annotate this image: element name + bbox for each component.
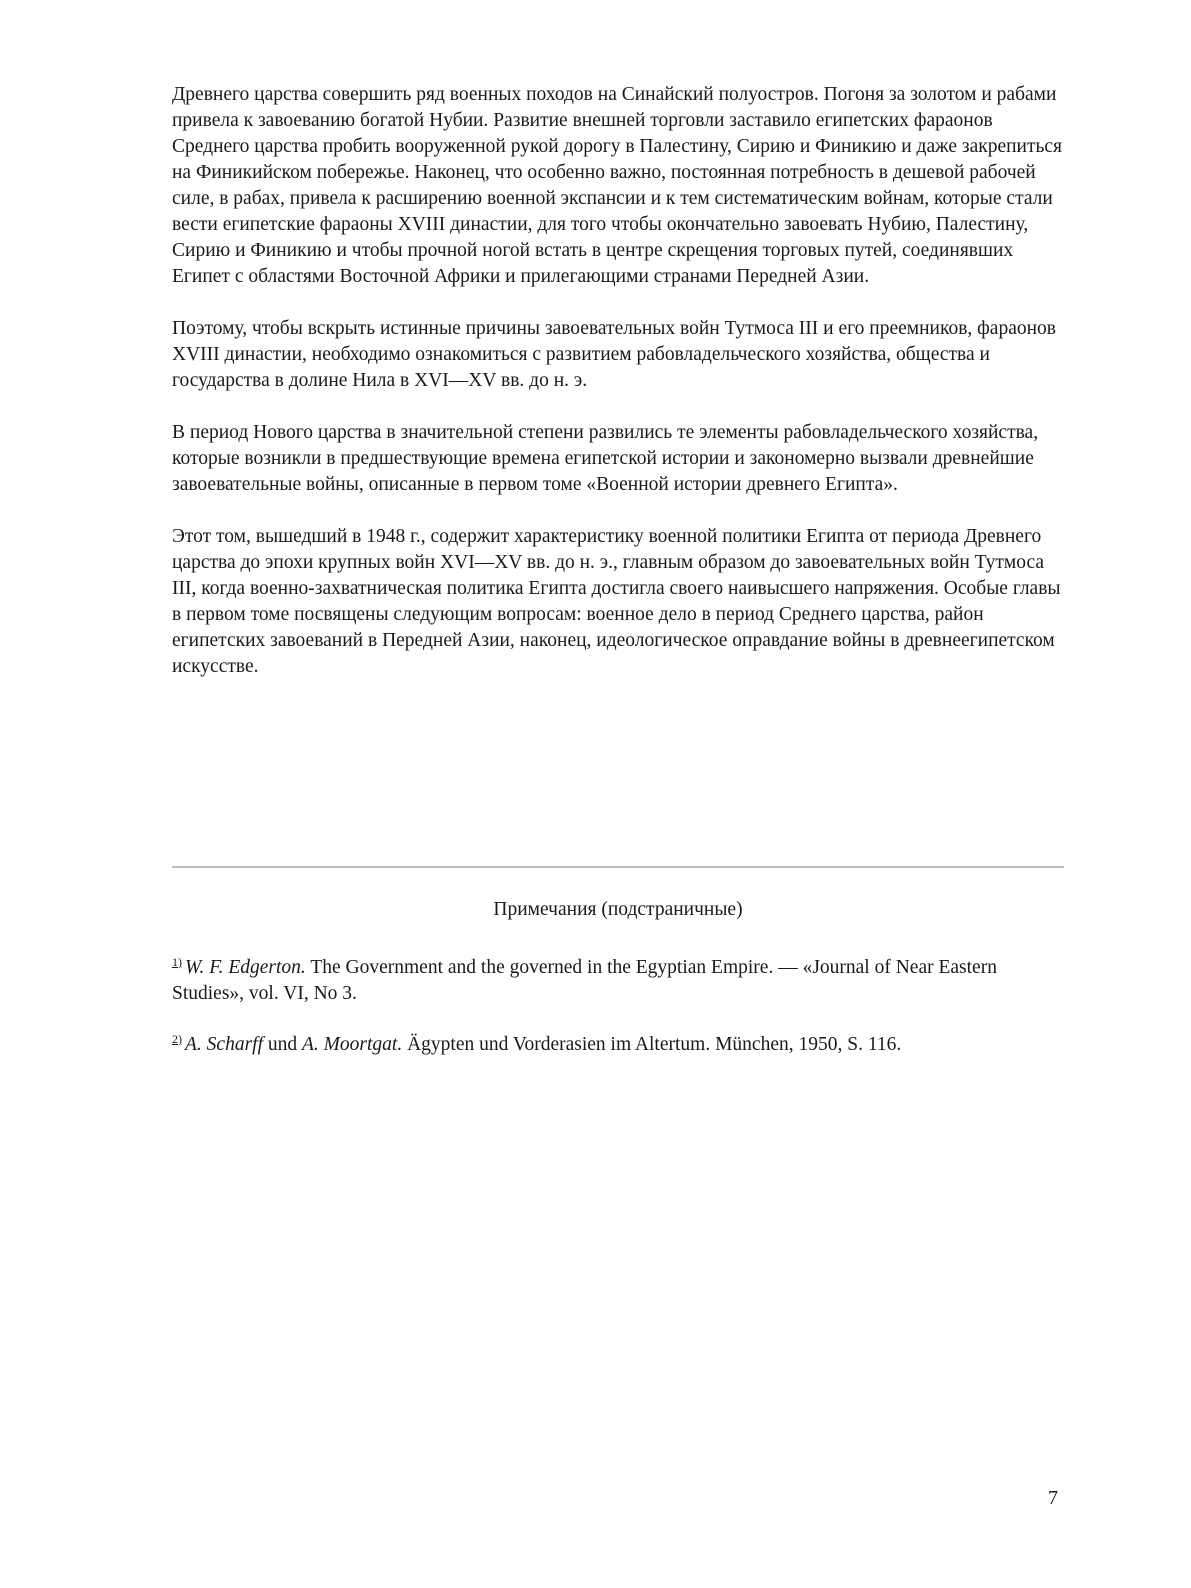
- paragraph: В период Нового царства в значительной степени развились те элементы рабовладельческого хозяйства, которые возникли в предшествующие времена египетской истории и закономерно вызвали древнейшие завоевательные войны, описанные в первом томе «Военной истории древнего Египта».: [172, 422, 1039, 495]
- paragraph: Поэтому, чтобы вскрыть истинные причины завоевательных войн Тутмоса III и его преемников, фараонов XVIII династии, необходимо ознакомиться с развитием рабовладельческого хозяйства, общества и государства в долине Нила в XVI—XV вв. до н. э.: [172, 318, 1056, 391]
- footnote-joiner: und: [263, 1034, 302, 1055]
- footnote-text: Ägypten und Vorderasien im Altertum. München, 1950, S. 116.: [402, 1034, 902, 1055]
- paragraph: Древнего царства совершить ряд военных походов на Синайский полуостров. Погоня за золотом и рабами привела к завоеванию богатой Нубии. Развитие внешней торговли заставило египетских фараонов Среднего царства пробить вооруженной рукой дорогу в Палестину, Сирию и Финикию и даже закрепиться на Финикийском побережье. Наконец, что особенно важно, постоянная потребность в дешевой рабочей силе, в рабах, привела к расширению военной экспансии и к тем систематическим войнам, которые стали вести египетские фараоны XVIII династии, для того чтобы окончательно завоевать Нубию, Палестину, Сирию и Финикию и чтобы прочной ногой встать в центре скрещения торговых путей, соединявших Египет с областями Восточной Африки и прилегающими странами Передней Азии.: [172, 84, 1063, 287]
- footnote-1: [172, 955, 1064, 1007]
- footnote-author: A. Moortgat.: [302, 1034, 403, 1055]
- body-text: [172, 82, 1072, 706]
- footnote-author: A. Scharff: [185, 1034, 263, 1055]
- footnote-divider: [172, 866, 1064, 868]
- paragraph: Этот том, вышедший в 1948 г., содержит характеристику военной политики Египта от периода Древнего царства до эпохи крупных войн XVI—XV вв. до н. э., главным образом до завоевательных войн Тутмоса III, когда военно-захватническая политика Египта достигла своего наивысшего напряжения. Особые главы в первом томе посвящены следующим вопросам: военное дело в период Среднего царства, район египетских завоеваний в Передней Азии, наконец, идеологическое оправдание войны в древнеегипетском искусстве.: [172, 526, 1061, 677]
- footnote-marker-link[interactable]: 2): [172, 1031, 182, 1046]
- footnote-author: W. F. Edgerton.: [185, 957, 306, 978]
- notes-heading: Примечания (подстраничные): [493, 899, 743, 920]
- footnote-text: The Government and the governed in the Egyptian Empire. — «Journal of Near Eastern Studies», vol. VI, No 3.: [172, 957, 997, 1004]
- footnote-2: [172, 1032, 1064, 1058]
- footnote-marker-link[interactable]: 1): [172, 954, 182, 969]
- page-number: 7: [1048, 1487, 1058, 1509]
